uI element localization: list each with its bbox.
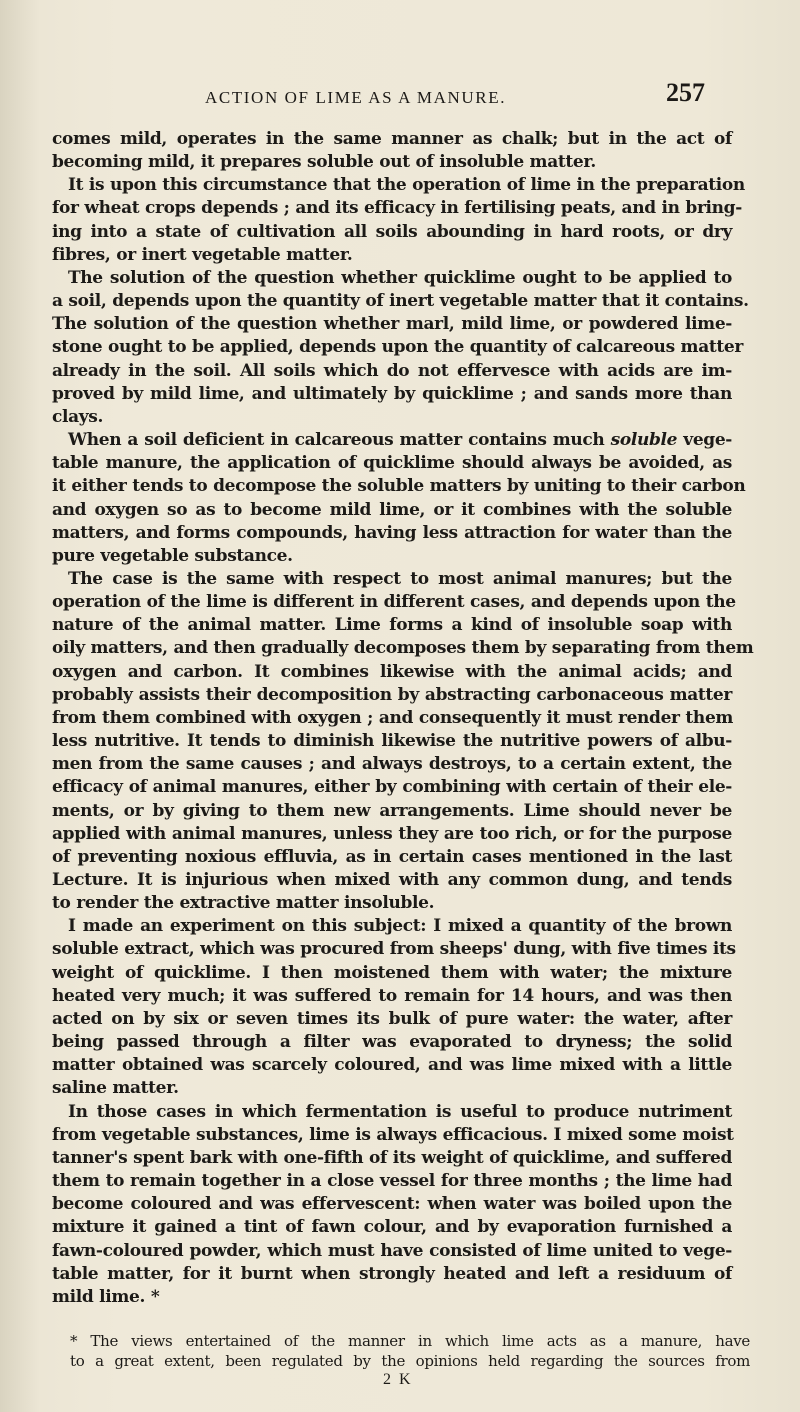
text-line: men from the same causes ; and always destroys, to a certain extent, the <box>52 754 732 775</box>
text-line: nature of the animal matter. Lime forms a kind of insoluble soap with <box>52 615 732 636</box>
text-line: being passed through a filter was evaporated to dryness; the solid <box>52 1032 732 1053</box>
text-line: clays. <box>52 406 104 427</box>
text-line: from them combined with oxygen ; and consequently it must render them <box>52 707 734 728</box>
text-line: them to remain together in a close vessel for three months ; the lime had <box>52 1171 732 1192</box>
text-line: It is upon this circumstance that the operation of lime in the preparation <box>68 175 745 196</box>
text-line: matters, and forms compounds, having less attraction for water than the <box>52 522 732 543</box>
text-line: ments, or by giving to them new arrangements. Lime should never be <box>52 800 732 821</box>
signature-mark: 2 K <box>383 1371 413 1388</box>
text-line: table manure, the application of quicklime should always be avoided, as <box>52 453 732 474</box>
footnote <box>70 1331 750 1371</box>
running-title: ACTION OF LIME AS A MANURE. <box>205 88 507 107</box>
text-line: In those cases in which fermentation is useful to produce nutriment <box>68 1101 732 1122</box>
page-header <box>0 78 800 118</box>
text-line: probably assists their decomposition by abstracting carbonaceous matter <box>52 684 732 705</box>
text-line: efficacy of animal manures, either by combining with certain of their ele- <box>52 777 732 798</box>
text-line: fawn-coloured powder, which must have consisted of lime united to vege- <box>52 1240 732 1261</box>
text-line: The case is the same with respect to most animal manures; but the <box>68 568 732 589</box>
text-line: soluble extract, which was procured from sheeps' dung, with five times its <box>52 939 736 960</box>
footnote-line: * The views entertained of the manner in which lime acts as a manure, have <box>70 1332 750 1350</box>
text-line: ing into a state of cultivation all soils abounding in hard roots, or dry <box>52 221 732 242</box>
text-line: proved by mild lime, and ultimately by quicklime ; and sands more than <box>52 383 732 404</box>
text-line: acted on by six or seven times its bulk of pure water: the water, after <box>52 1008 732 1029</box>
text-line: and oxygen so as to become mild lime, or it combines with the soluble <box>52 499 732 520</box>
text-line: from vegetable substances, lime is always efficacious. I mixed some moist <box>52 1124 734 1145</box>
text-line: stone ought to be applied, depends upon the quantity of calcareous matter <box>52 337 743 358</box>
text-line: When a soil deficient in calcareous matter contains much soluble vege- <box>68 430 732 451</box>
text-line: heated very much; it was suffered to remain for 14 hours, and was then <box>52 985 732 1006</box>
text-line: comes mild, operates in the same manner as chalk; but in the act of <box>52 129 732 149</box>
page-number: 257 <box>666 78 705 107</box>
text-line: I made an experiment on this subject: I mixed a quantity of the brown <box>68 916 732 937</box>
text-line: of preventing noxious effluvia, as in certain cases mentioned in the last <box>52 846 732 867</box>
text-line: table matter, for it burnt when strongly heated and left a residuum of <box>52 1263 732 1284</box>
text-line: Lecture. It is injurious when mixed with any common dung, and tends <box>52 870 732 890</box>
text-line: saline matter. <box>52 1078 179 1099</box>
text-line: it either tends to decompose the soluble matters by uniting to their carbon <box>52 476 746 497</box>
text-line: fibres, or inert vegetable matter. <box>52 244 353 265</box>
text-line: already in the soil. All soils which do not effervesce with acids are im- <box>52 360 732 381</box>
body-text <box>52 128 754 1309</box>
text-line: less nutritive. It tends to diminish likewise the nutritive powers of albu- <box>52 731 732 752</box>
text-line: mild lime. * <box>52 1286 160 1307</box>
text-line: become coloured and was effervescent: when water was boiled upon the <box>52 1194 732 1215</box>
text-line: The solution of the question whether quicklime ought to be applied to <box>68 267 732 288</box>
text-line: oxygen and carbon. It combines likewise with the animal acids; and <box>52 661 732 682</box>
text-line: for wheat crops depends ; and its efficacy in fertilising peats, and in bring- <box>52 198 742 219</box>
text-line: a soil, depends upon the quantity of inert vegetable matter that it contains. <box>52 291 749 312</box>
text-line: operation of the lime is different in different cases, and depends upon the <box>52 592 736 613</box>
text-line: matter obtained was scarcely coloured, and was lime mixed with a little <box>52 1055 732 1076</box>
text-line: The solution of the question whether marl, mild lime, or powdered lime- <box>52 314 732 335</box>
footnote-line: to a great extent, been regulated by the opinions held regarding the sources from <box>70 1352 750 1370</box>
text-line: pure vegetable substance. <box>52 545 293 566</box>
text-line: weight of quicklime. I then moistened them with water; the mixture <box>52 962 732 983</box>
text-line: mixture it gained a tint of fawn colour, and by evaporation furnished a <box>52 1217 732 1238</box>
text-line: applied with animal manures, unless they are too rich, or for the purpose <box>52 823 732 844</box>
text-line: oily matters, and then gradually decomposes them by separating from them <box>52 638 754 659</box>
emphasis: soluble <box>610 430 678 451</box>
text-line: to render the extractive matter insoluble. <box>52 893 435 914</box>
text-line: becoming mild, it prepares soluble out of insoluble matter. <box>52 152 596 173</box>
text-line: tanner's spent bark with one-fifth of its weight of quicklime, and suffered <box>52 1147 732 1168</box>
